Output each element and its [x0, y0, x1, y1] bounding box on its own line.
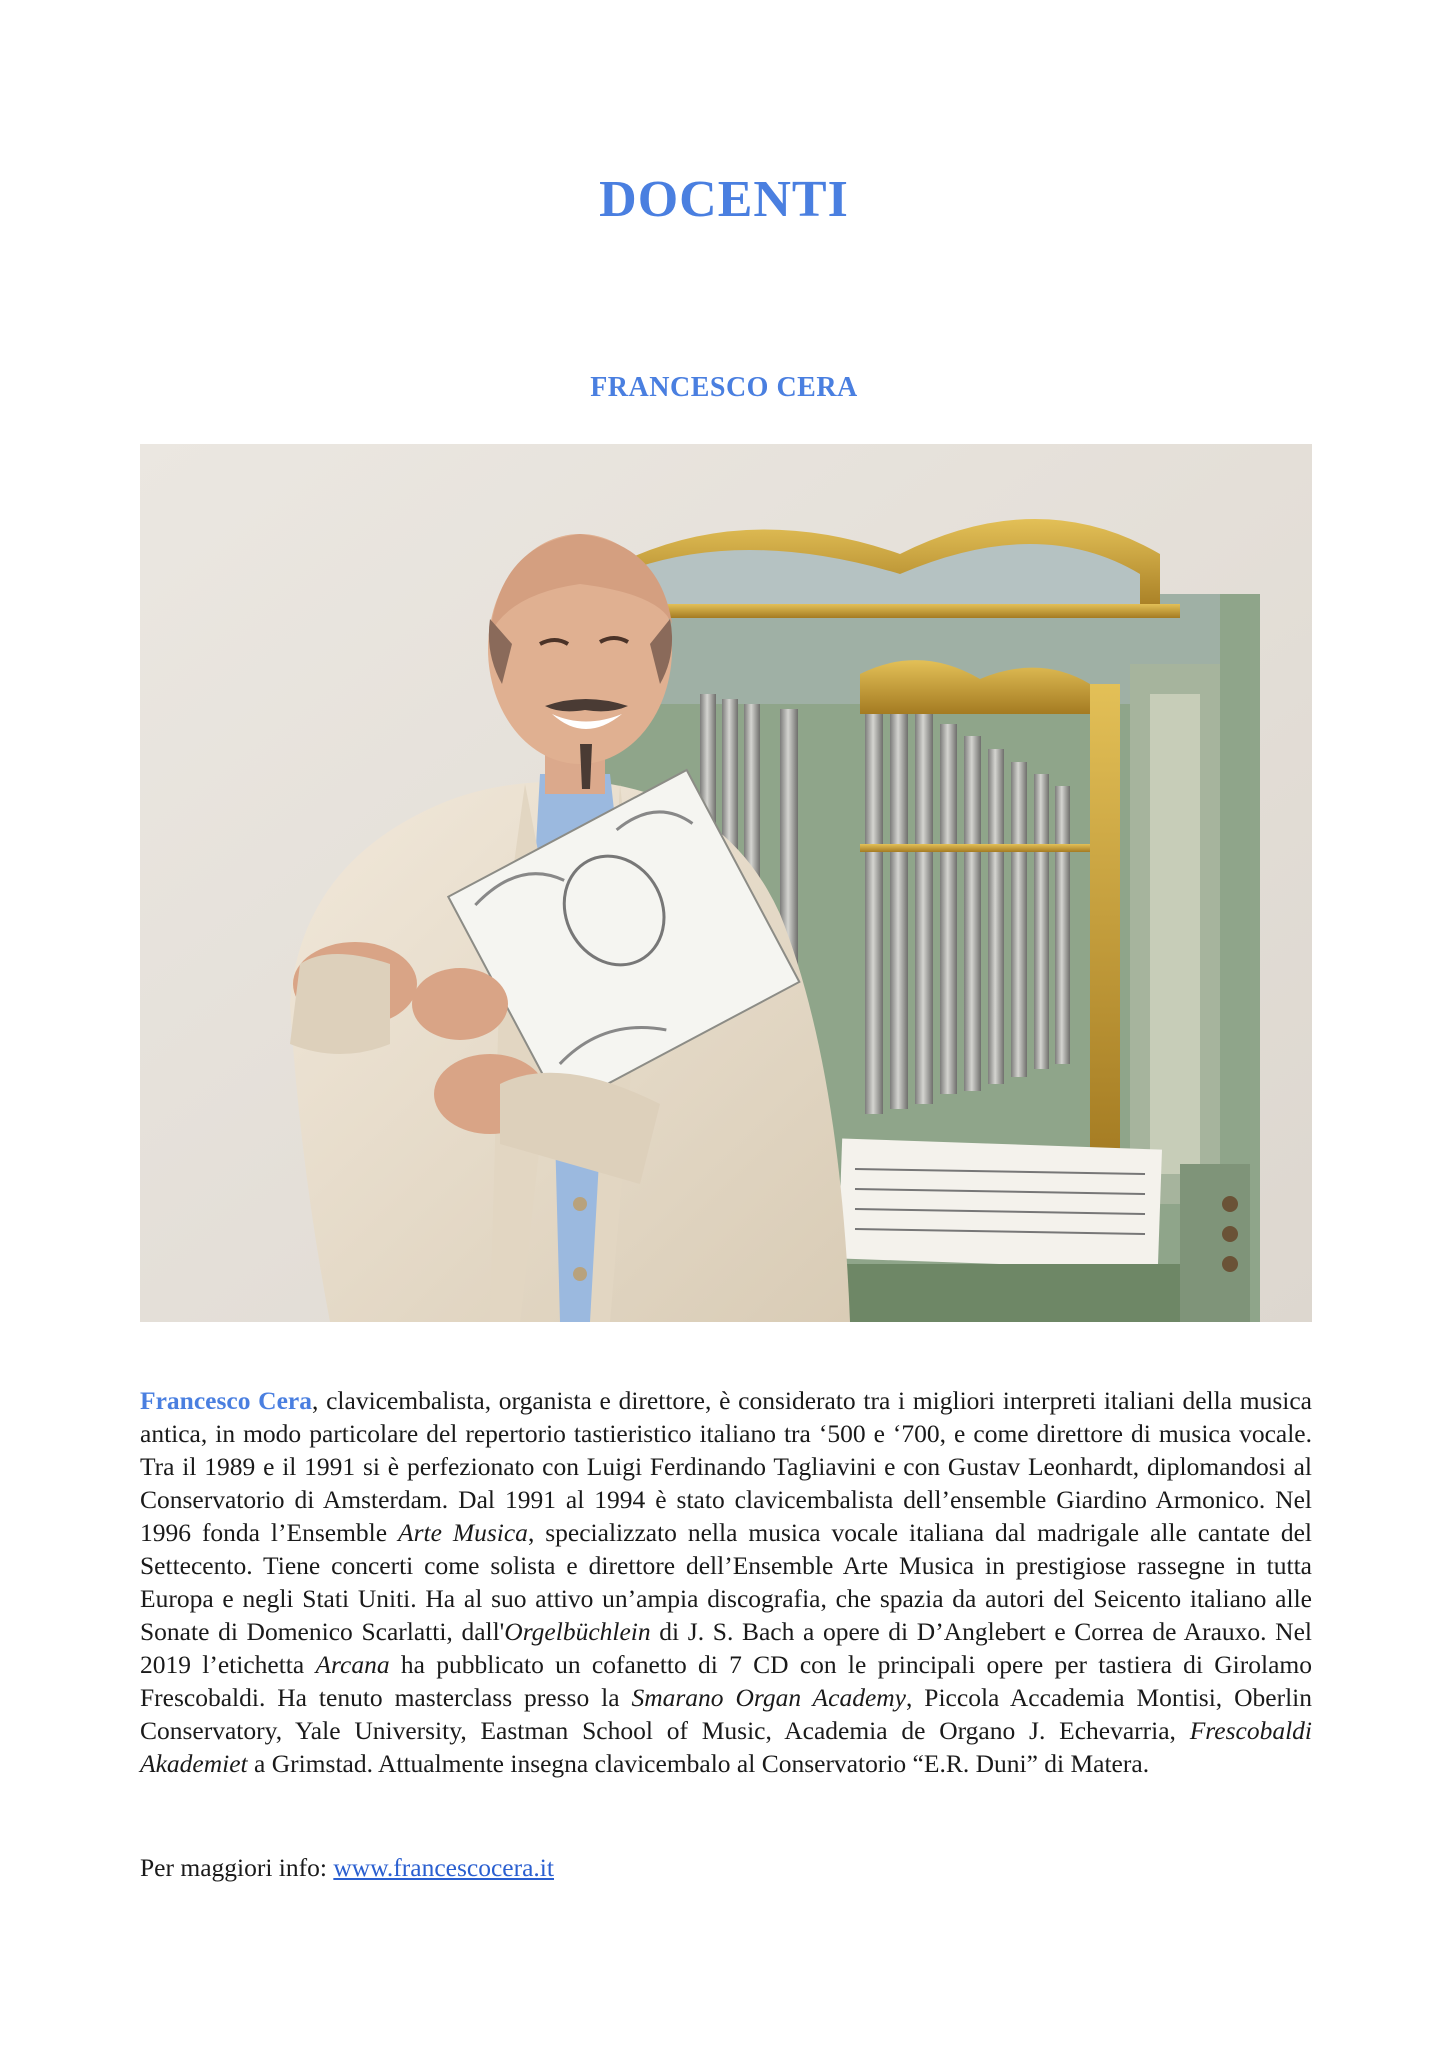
teacher-name: FRANCESCO CERA [590, 372, 858, 403]
teacher-photo-illustration [140, 444, 1312, 1322]
biography-italic-label: Arcana [315, 1650, 390, 1679]
biography-text: , Piccola Accademia Montisi, Oberlin Conservatory, Yale University, Eastman School of Music, Academia de Organo J. Echevarria, [140, 1683, 1312, 1745]
biography-text: ha pubblicato un cofanetto di 7 CD con le principali opere per tastiera di Girolamo Frescobaldi. Ha tenuto masterclass presso la [140, 1650, 1312, 1712]
biography-text: , clavicembalista, organista e direttore, è considerato tra i migliori interpreti italiani della musica antica, in modo particolare del repertorio tastieristico italiano tra ‘500 e ‘700, e come direttore di musica vocale. Tra il 1989 e il 1991 si è perfezionato con Luigi Ferdinando Tagliavini e con Gustav Leonhardt, diplomandosi al Conservatorio di Amsterdam. Dal 1991 al 1994 è stato clavicembalista dell’ensemble Giardino Armonico. Nel 1996 fonda l’Ensemble [140, 1386, 1312, 1547]
biography-paragraph [140, 1384, 1312, 1780]
biography-italic-academy: Smarano Organ Academy [631, 1683, 906, 1712]
more-info-label: Per maggiori info: [140, 1853, 334, 1882]
biography-text: , specializzato nella musica vocale italiana dal madrigale alle cantate del Settecento. Tiene concerti come solista e direttore dell’Ensemble Arte Musica in prestigiose rassegne in tutta Europa e negli Stati Uniti. Ha al suo attivo un’ampia discografia, che spazia da autori del Seicento italiano alle Sonate di Domenico Scarlatti, dall' [140, 1518, 1312, 1646]
website-link[interactable]: www.francescocera.it [333, 1853, 554, 1882]
biography-italic-orgelbuchlein: Orgelbüchlein [504, 1617, 651, 1646]
page-title: DOCENTI [599, 171, 849, 228]
biography-name: Francesco Cera [140, 1386, 312, 1415]
biography-text: di J. S. Bach a opere di D’Anglebert e Correa de Arauxo. Nel 2019 l’etichetta [140, 1617, 1312, 1679]
biography-text: a Grimstad. Attualmente insegna clavicembalo al Conservatorio “E.R. Duni” di Matera. [247, 1749, 1150, 1778]
biography-italic-ensemble: Arte Musica [398, 1518, 528, 1547]
teacher-photo [140, 444, 1312, 1322]
biography-italic-akademiet: Frescobaldi Akademiet [140, 1716, 1312, 1778]
more-info-line [140, 1851, 1312, 1884]
